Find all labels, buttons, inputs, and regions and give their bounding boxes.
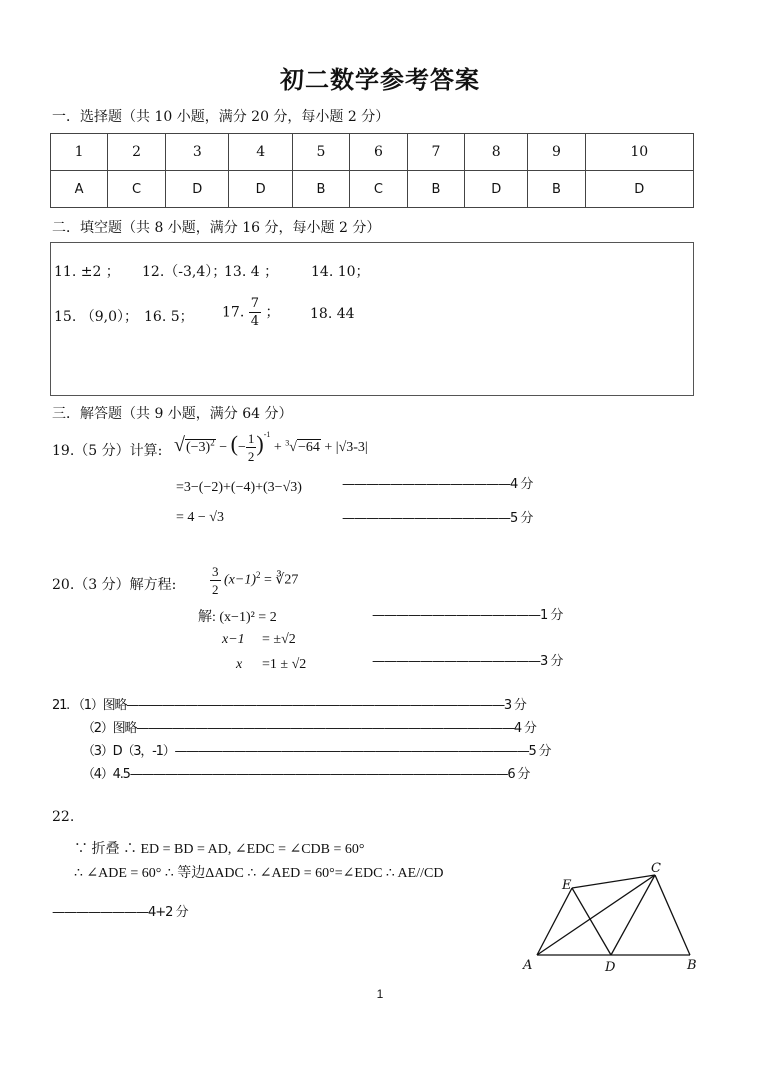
q20-equation xyxy=(210,565,298,596)
segment-ac xyxy=(537,875,655,955)
q20-step3-lhs: x xyxy=(236,657,243,672)
question-number-row xyxy=(51,134,694,171)
answer-cell: C xyxy=(108,171,166,208)
section1-heading: 一．选择题（共 10 小题，满分 20 分，每小题 2 分） xyxy=(52,109,390,125)
q19-cube-radicand: −64 xyxy=(297,440,320,455)
q22-marks: ————————4+2 分 xyxy=(52,905,188,920)
q20-label: 20.（3 分）解方程: xyxy=(52,577,177,593)
q19-step2-marks: ——————————————5 分 xyxy=(342,511,533,526)
q22-label: 22. xyxy=(52,809,75,825)
q22-line1: ∵ 折叠 ∴ ED = BD = AD, ∠EDC = ∠CDB = 60° xyxy=(74,842,365,857)
answer-cell: B xyxy=(407,171,464,208)
q19-frac-den: 2 xyxy=(247,449,255,465)
answer-cell: D xyxy=(465,171,528,208)
answer-q12: 12.（-3,4）； xyxy=(142,264,227,280)
answer-q18: 18. 44 xyxy=(310,306,355,322)
label-a: A xyxy=(523,958,533,973)
q21-line2: （2）图略————————————————————————————————4 分 xyxy=(82,721,536,736)
q20-exp: 2 xyxy=(256,570,261,581)
q19-abs-term: |√3-3| xyxy=(335,440,368,455)
q19-step2: = 4 − √3 xyxy=(176,510,224,525)
answer-cell: D xyxy=(585,171,693,208)
segment-cb xyxy=(655,875,690,955)
label-e: E xyxy=(562,878,572,893)
q22-line2: ∴ ∠ADE = 60° ∴ 等边ΔADC ∴ ∠AED = 60°=∠EDC ∴ AE//CD xyxy=(74,866,444,881)
answer-q11: 11. ±2 ； xyxy=(54,264,120,280)
q21-line4: （4）4.5————————————————————————————————6 分 xyxy=(82,767,530,782)
question-number: 8 xyxy=(465,134,528,171)
question-number: 3 xyxy=(166,134,229,171)
q19-plus2: + xyxy=(324,440,333,455)
answer-q16: 16. 5； xyxy=(144,309,194,325)
section2-heading: 二．填空题（共 8 小题，满分 16 分，每小题 2 分） xyxy=(52,220,381,236)
q19-term-a xyxy=(185,439,216,455)
question-number: 2 xyxy=(108,134,166,171)
question-number: 7 xyxy=(407,134,464,171)
q21-line1: 21. （1）图略————————————————————————————————3 分 xyxy=(52,698,526,713)
answer-q17 xyxy=(222,297,279,328)
q17-denominator: 4 xyxy=(250,314,259,329)
question-number: 6 xyxy=(349,134,407,171)
label-d: D xyxy=(605,960,616,975)
q20-step2-rhs: = ±√2 xyxy=(262,632,296,647)
answer-cell: B xyxy=(292,171,349,208)
q19-plus: + xyxy=(273,440,282,455)
q20-frac-den: 2 xyxy=(212,582,219,597)
page-number: 1 xyxy=(376,987,384,1001)
answer-cell: A xyxy=(51,171,108,208)
q17-numerator: 7 xyxy=(250,296,259,311)
answer-q13: 13. 4 ； xyxy=(224,264,279,280)
section3-heading: 三．解答题（共 9 小题，满分 64 分） xyxy=(52,406,293,422)
q20-step3-rhs: =1 ± √2 xyxy=(262,657,307,672)
segment-ed xyxy=(572,888,611,955)
q19-step1-marks: ——————————————4 分 xyxy=(342,477,533,492)
q21-line3: （3）D（3，-1）——————————————————————————————5 分 xyxy=(82,744,551,759)
q20-frac-num: 3 xyxy=(212,564,219,579)
q22-geometry-figure xyxy=(515,855,705,975)
page-title: 初二数学参考答案 xyxy=(280,65,480,94)
q19-term-a-base: (−3) xyxy=(185,440,211,455)
q20-step3-marks: ——————————————3 分 xyxy=(372,654,563,669)
q19-expression: $√(-3)^2$ − (− $\frac{1}{2}$ )$^{-1}$ + $^3$√−64 + |√3-3| xyxy=(174,430,368,465)
label-c: C xyxy=(651,861,661,876)
q20-fraction xyxy=(210,565,221,596)
answer-q14: 14. 10； xyxy=(311,264,370,280)
answer-cell: D xyxy=(166,171,229,208)
question-number: 1 xyxy=(51,134,108,171)
q17-separator: ； xyxy=(265,304,280,321)
segment-dc xyxy=(611,875,655,955)
q19-frac-num: 1 xyxy=(247,431,255,447)
answer-cell: D xyxy=(229,171,292,208)
question-number: 9 xyxy=(528,134,585,171)
label-b: B xyxy=(687,958,697,973)
question-number: 5 xyxy=(292,134,349,171)
q19-fraction xyxy=(246,432,257,463)
q19-frac-exp: -1 xyxy=(263,430,271,439)
q20-term: (x−1) xyxy=(224,572,256,588)
q20-step2-lhs: x−1 xyxy=(222,632,245,647)
answer-row xyxy=(51,171,694,208)
q19-label: 19.（5 分）计算: xyxy=(52,443,163,459)
answer-q15: 15. （9,0）； xyxy=(54,309,138,325)
q19-cube-index: 3 xyxy=(285,438,290,448)
q19-minus: − xyxy=(219,440,228,455)
answer-cell: B xyxy=(528,171,585,208)
segment-ae xyxy=(537,888,572,955)
q17-fraction xyxy=(249,297,261,328)
answer-cell: C xyxy=(349,171,407,208)
q19-step1: =3−(−2)+(−4)+(3−√3) xyxy=(176,480,302,495)
q20-rhs: = ∛27 xyxy=(264,572,299,588)
q17-label: 17. xyxy=(222,304,245,321)
q20-step1-marks: ——————————————1 分 xyxy=(372,608,563,623)
question-number: 10 xyxy=(585,134,693,171)
q19-term-a-exp: 2 xyxy=(210,437,215,448)
choice-answer-table xyxy=(50,133,694,208)
q20-step1: 解: (x−1)² = 2 xyxy=(198,610,277,625)
segment-ec xyxy=(572,875,655,888)
question-number: 4 xyxy=(229,134,292,171)
